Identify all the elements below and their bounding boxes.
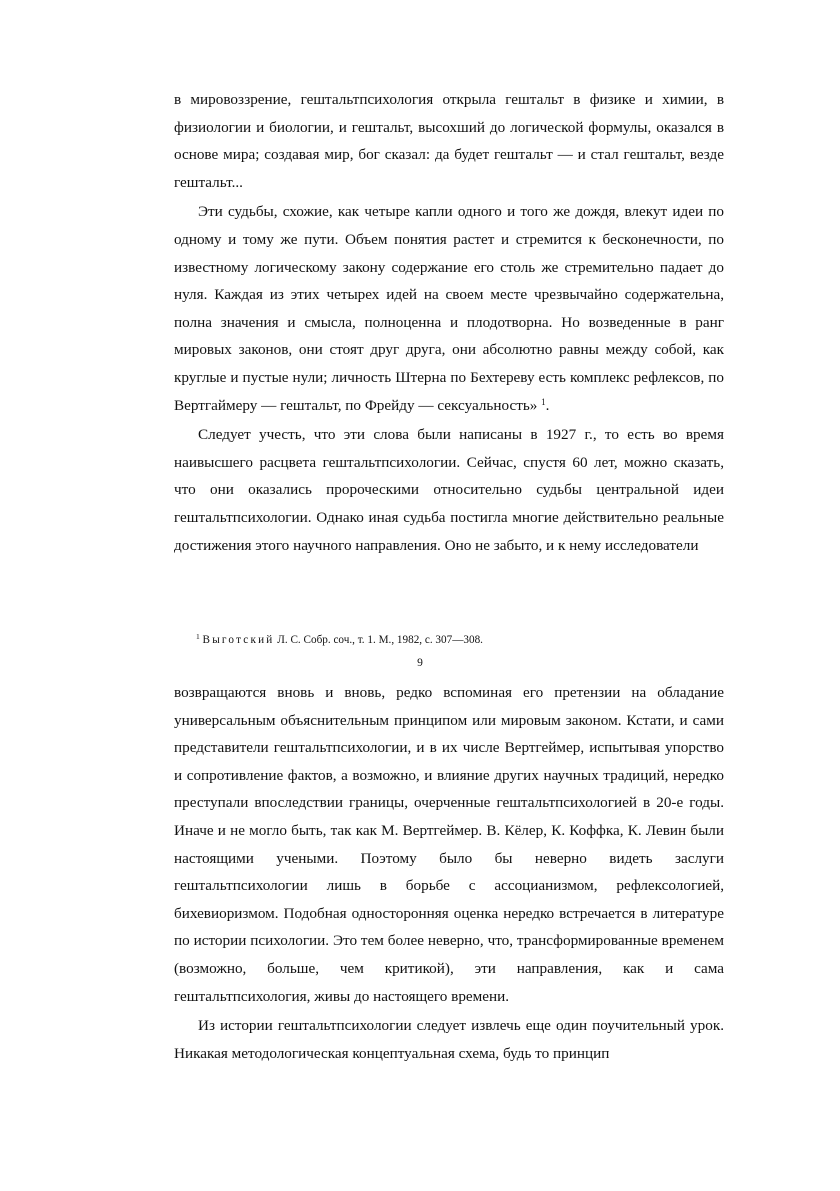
paragraph-fates (174, 198, 724, 419)
paragraph-return: возвращаются вновь и вновь, редко вспоминая его претензии на обладание универсальным объяснительным принципом или мировым законом. Кстати, и сами представители гештальтпсихологии, и в их числе Вертгеймер, испытывая упорство и сопротивление фактов, а возможно, и влияние других научных традиций, нередко преступали впоследствии границы, очерченные гештальтпсихологией в 20-е годы. Иначе и не могло быть, так как М. Вертгеймер. В. Кёлер, К. Коффка, К. Левин были настоящими учеными. Поэтому было бы неверно видеть заслуги гештальтпсихологии лишь в борьбе с ассоцианизмом, рефлексологией, бихевиоризмом. Подобная односторонняя оценка нередко встречается в литературе по истории психологии. Это тем более неверно, что, трансформированные временем (возможно, больше, чем критикой), эти направления, как и сама гештальтпсихология, живы до настоящего времени. (174, 684, 724, 1005)
main-text-top (174, 86, 724, 559)
footnote-text: Л. С. Собр. соч., т. 1. М., 1982, с. 307—308. (277, 634, 483, 646)
paragraph-fates-text: Эти судьбы, схожие, как четыре капли одного и того же дождя, влекут идеи по одному и тому же пути. Объем понятия растет и стремится к бесконечности, по известному логическому закону содержание его столь же стремительно падает до нуля. Каждая из этих четырех идей на своем месте чрезвычайно содержательна, полна значения и смысла, полноценна и плодотворна. Но возведенные в ранг мировых законов, они стоят друг друга, они абсолютно равны между собой, как круглые и пустые нули; личность Штерна по Бехтереву есть комплекс рефлексов, по Вертгаймеру — гештальт, по Фрейду — сексуальность» (174, 203, 724, 414)
paragraph-fates-end: . (545, 396, 550, 414)
paragraph-lesson: Из истории гештальтпсихологии следует извлечь еще один поучительный урок. Никакая методологическая концептуальная схема, будь то принцип (174, 1017, 724, 1062)
main-text-bottom (174, 679, 724, 1067)
paragraph-continuation: в мировоззрение, гештальтпсихология открыла гештальт в физике и химии, в физиологии и биологии, и гештальт, высохший до логической формулы, оказался в основе мира; создавая мир, бог сказал: да будет гештальт — и стал гештальт, везде гештальт... (174, 91, 724, 191)
page-number: 9 (417, 657, 423, 669)
footnote-author: Выготский (202, 634, 275, 646)
paragraph-1927: Следует учесть, что эти слова были написаны в 1927 г., то есть во время наивысшего расцвета гештальтпсихологии. Сейчас, спустя 60 лет, можно сказать, что они оказались пророческими относительно судьбы центральной идеи гештальтпсихологии. Однако иная судьба постигла многие действительно реальные достижения этого научного направления. Оно не забыто, и к нему исследователи (174, 426, 724, 554)
footnote-reference[interactable]: 1 (541, 396, 546, 407)
footnote-marker: 1 (196, 632, 200, 641)
footnote (196, 632, 716, 648)
